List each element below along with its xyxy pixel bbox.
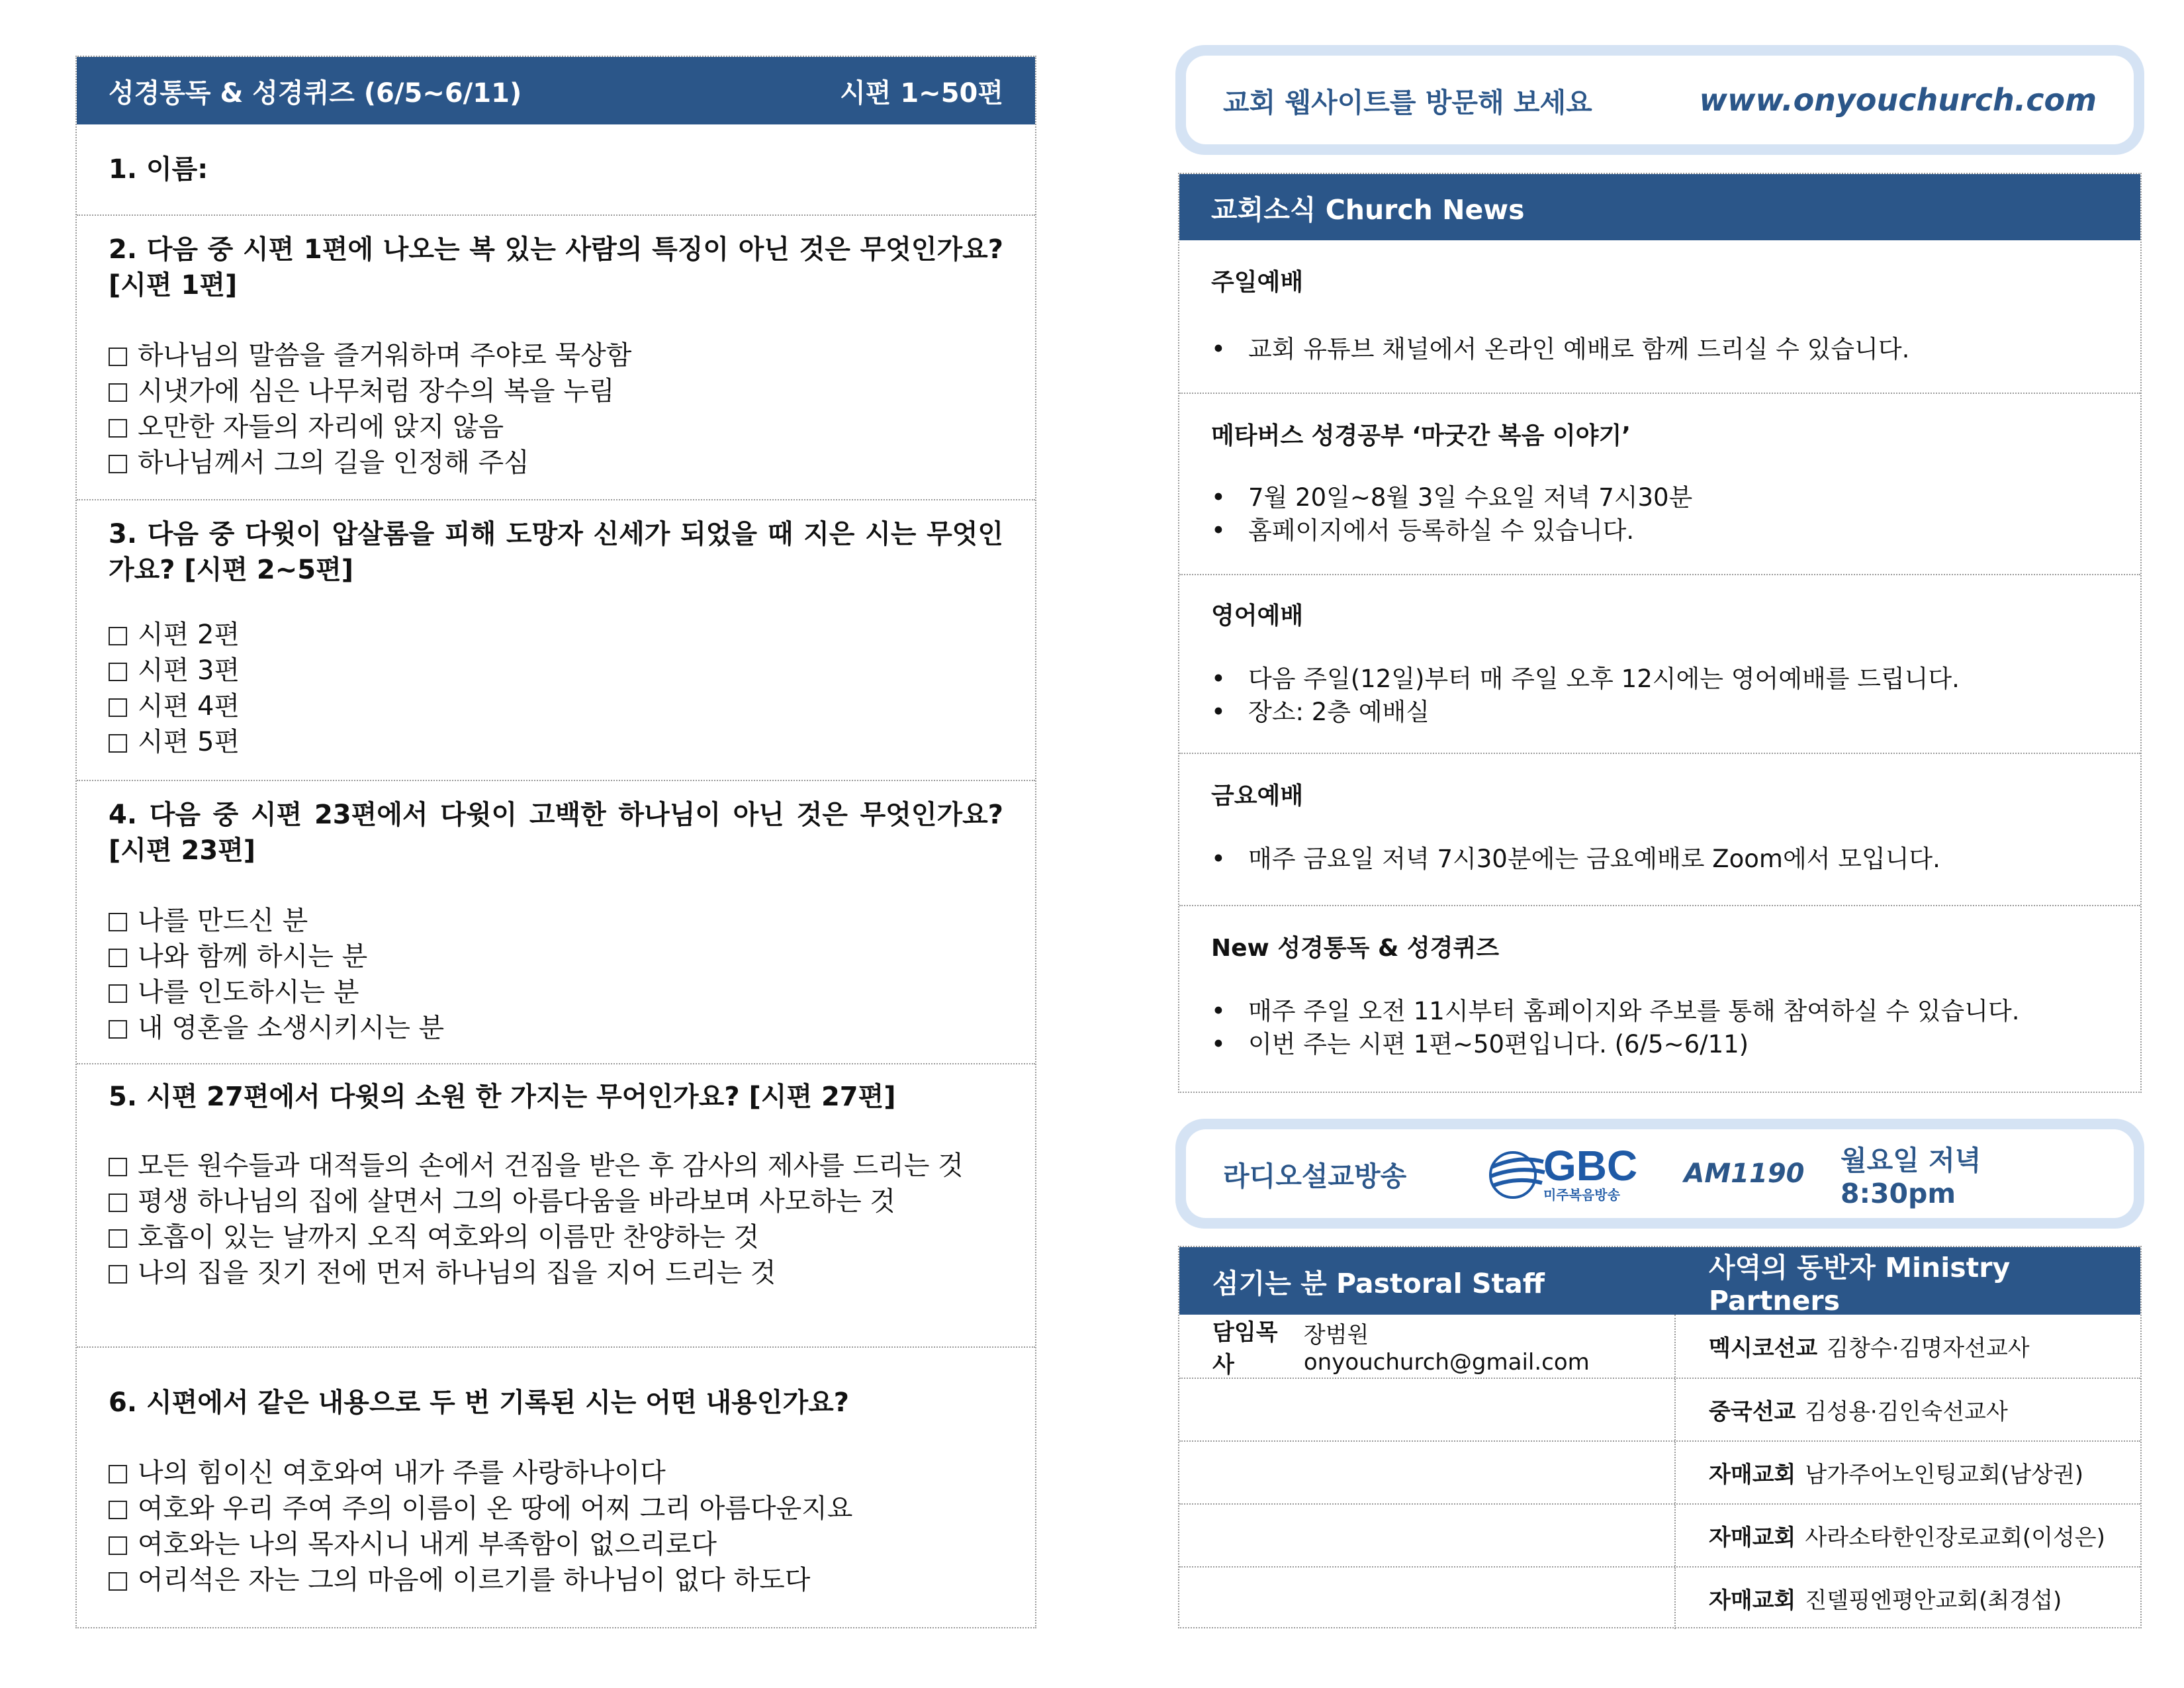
answer-option[interactable]: 평생 하나님의 집에 살면서 그의 아름다움을 바라보며 사모하는 것 <box>109 1184 1003 1219</box>
checkbox-icon[interactable] <box>109 419 127 438</box>
answer-option[interactable]: 모든 원수들과 대적들의 손에서 건짐을 받은 후 감사의 제사를 드리는 것 <box>109 1148 1003 1184</box>
news-heading: 메타버스 성경공부 ‘마굿간 복음 이야기’ <box>1211 422 1631 449</box>
staff-row <box>1179 1503 2140 1566</box>
checkbox-icon[interactable] <box>109 455 127 473</box>
radio-label: 라디오설교방송 <box>1223 1160 1407 1192</box>
news-heading: 영어예배 <box>1211 602 1304 630</box>
news-item: • 매주 주일 오전 11시부터 홈페이지와 주보를 통해 참여하실 수 있습니다. <box>1211 995 2109 1028</box>
partner-name: 김성용·김인숙선교사 <box>1805 1399 2008 1425</box>
staff-header <box>1179 1247 2140 1315</box>
answer-option[interactable]: 나의 집을 짓기 전에 먼저 하나님의 집을 지어 드리는 것 <box>109 1255 1003 1291</box>
gbc-globe-icon <box>1485 1142 1549 1205</box>
answer-option[interactable]: 여호와는 나의 목자시니 내게 부족함이 없으리로다 <box>109 1526 1003 1562</box>
gbc-logo <box>1485 1142 1664 1205</box>
answer-option[interactable]: 오만한 자들의 자리에 앉지 않음 <box>109 409 1003 445</box>
news-section-metaverse <box>1179 393 2140 574</box>
checkbox-icon[interactable] <box>109 984 127 1003</box>
news-heading: 주일예배 <box>1211 269 1304 296</box>
answer-option[interactable]: 내 영혼을 소생시키시는 분 <box>109 1010 1003 1046</box>
question-5 <box>77 1063 1035 1346</box>
question-text: 5. 시편 27편에서 다윗의 소원 한 가지는 무어인가요? [시편 27편] <box>109 1082 896 1112</box>
news-header <box>1179 174 2140 240</box>
staff-row <box>1179 1378 2140 1440</box>
question-text: 2. 다음 중 시편 1편에 나오는 복 있는 사람의 특징이 아닌 것은 무엇인가요? [시편 1편] <box>109 234 1003 301</box>
news-item: • 7월 20일~8월 3일 수요일 저녁 7시30분 <box>1211 481 2109 514</box>
question-2 <box>77 214 1035 499</box>
news-section-bible-reading <box>1179 905 2140 1090</box>
news-title: 교회소식 Church News <box>1211 193 1525 226</box>
checkbox-icon[interactable] <box>109 627 127 645</box>
staff-row <box>1179 1440 2140 1503</box>
answer-option[interactable]: 하나님의 말씀을 즐거워하며 주야로 묵상함 <box>109 338 1003 373</box>
website-banner <box>1175 45 2144 155</box>
pastoral-staff-title: 섬기는 분 Pastoral Staff <box>1212 1267 1545 1299</box>
checkbox-icon[interactable] <box>109 1229 127 1248</box>
answer-option[interactable]: 시편 4편 <box>109 688 1003 724</box>
answer-option[interactable]: 시냇가에 심은 나무처럼 장수의 복을 누림 <box>109 373 1003 409</box>
checkbox-icon[interactable] <box>109 1465 127 1483</box>
checkbox-icon[interactable] <box>109 1158 127 1176</box>
news-item: • 매주 금요일 저녁 7시30분에는 금요예배로 Zoom에서 모입니다. <box>1211 843 2109 876</box>
question-4 <box>77 780 1035 1063</box>
partner-role: 멕시코선교 <box>1709 1335 1818 1362</box>
answer-option[interactable]: 나의 힘이신 여호와여 내가 주를 사랑하나이다 <box>109 1455 1003 1491</box>
partner-role: 자매교회 <box>1709 1524 1796 1551</box>
pastor-detail: 장범원 onyouchurch@gmail.com <box>1303 1322 1590 1376</box>
gbc-logo-text: GBC <box>1543 1142 1638 1190</box>
partner-name: 김창수·김명자선교사 <box>1827 1335 2030 1362</box>
checkbox-icon[interactable] <box>109 348 127 366</box>
answer-option[interactable]: 호흡이 있는 날까지 오직 여호와의 이름만 찬양하는 것 <box>109 1219 1003 1255</box>
checkbox-icon[interactable] <box>109 663 127 681</box>
news-item: • 홈페이지에서 등록하실 수 있습니다. <box>1211 514 2109 547</box>
news-section-english <box>1179 574 2140 753</box>
checkbox-icon[interactable] <box>109 698 127 717</box>
answer-option[interactable]: 시편 3편 <box>109 653 1003 688</box>
staff-row <box>1179 1315 2140 1378</box>
partner-role: 중국선교 <box>1709 1399 1796 1425</box>
news-section-sunday <box>1179 240 2140 393</box>
radio-frequency: AM1190 <box>1684 1158 1805 1189</box>
ministry-partners-title: 사역의 동반자 Ministry Partners <box>1709 1251 2011 1317</box>
news-heading: 금요예배 <box>1211 782 1304 810</box>
checkbox-icon[interactable] <box>109 1194 127 1212</box>
partner-name: 사라소타한인장로교회(이성은) <box>1805 1524 2105 1551</box>
pastor-role: 담임목사 <box>1212 1319 1278 1378</box>
answer-option[interactable]: 어리석은 자는 그의 마음에 이르기를 하나님이 없다 하도다 <box>109 1562 1003 1598</box>
checkbox-icon[interactable] <box>109 734 127 753</box>
checkbox-icon[interactable] <box>109 383 127 402</box>
gbc-logo-subtext: 미주복음방송 <box>1543 1187 1620 1203</box>
question-6 <box>77 1346 1035 1627</box>
news-item: • 장소: 2층 예배실 <box>1211 696 2109 729</box>
news-item: • 교회 유튜브 채널에서 온라인 예배로 함께 드리실 수 있습니다. <box>1211 333 2109 366</box>
news-item: • 다음 주일(12일)부터 매 주일 오후 12시에는 영어예배를 드립니다. <box>1211 663 2109 696</box>
quiz-header <box>77 57 1035 124</box>
partner-role: 자매교회 <box>1709 1462 1796 1488</box>
quiz-title: 성경통독 & 성경퀴즈 (6/5~6/11) <box>109 77 522 109</box>
checkbox-icon[interactable] <box>109 1020 127 1039</box>
answer-option[interactable]: 나를 인도하시는 분 <box>109 974 1003 1010</box>
staff-row <box>1179 1566 2140 1629</box>
answer-option[interactable]: 시편 5편 <box>109 724 1003 760</box>
website-label: 교회 웹사이트를 방문해 보세요 <box>1223 86 1592 118</box>
news-section-friday <box>1179 753 2140 905</box>
partner-role: 자매교회 <box>1709 1587 1796 1614</box>
staff-panel <box>1178 1246 2142 1628</box>
news-item: • 이번 주는 시편 1편~50편입니다. (6/5~6/11) <box>1211 1028 2109 1061</box>
partner-name: 남가주어노인팅교회(남상권) <box>1805 1462 2084 1488</box>
answer-option[interactable]: 시편 2편 <box>109 617 1003 653</box>
quiz-name-section <box>77 124 1035 214</box>
radio-banner <box>1175 1119 2144 1229</box>
partner-name: 진델핑엔평안교회(최경섭) <box>1805 1587 2062 1614</box>
checkbox-icon[interactable] <box>109 1265 127 1284</box>
church-news-panel <box>1178 173 2142 1093</box>
name-field-label: 1. 이름: <box>109 154 208 185</box>
checkbox-icon[interactable] <box>109 1572 127 1591</box>
news-heading: New 성경통독 & 성경퀴즈 <box>1211 935 1500 962</box>
checkbox-icon[interactable] <box>109 1501 127 1519</box>
answer-option[interactable]: 나와 함께 하시는 분 <box>109 939 1003 974</box>
checkbox-icon[interactable] <box>109 1536 127 1555</box>
question-text: 6. 시편에서 같은 내용으로 두 번 기록된 시는 어떤 내용인가요? <box>109 1387 849 1418</box>
answer-option[interactable]: 나를 만드신 분 <box>109 903 1003 939</box>
question-text: 3. 다음 중 다윗이 압살롬을 피해 도망자 신세가 되었을 때 지은 시는 무엇인가요? [시편 2~5편] <box>109 519 1003 585</box>
answer-option[interactable]: 여호와 우리 주여 주의 이름이 온 땅에 어찌 그리 아름다운지요 <box>109 1491 1003 1526</box>
bible-quiz-panel <box>75 56 1036 1628</box>
question-3 <box>77 499 1035 780</box>
quiz-range: 시편 1~50편 <box>840 77 1003 109</box>
radio-time: 월요일 저녁 8:30pm <box>1841 1144 1981 1209</box>
checkbox-icon[interactable] <box>109 913 127 931</box>
question-text: 4. 다음 중 시편 23편에서 다윗이 고백한 하나님이 아닌 것은 무엇인가요? [시편 23편] <box>109 800 1003 866</box>
answer-option[interactable]: 하나님께서 그의 길을 인정해 주심 <box>109 445 1003 481</box>
website-url[interactable]: www.onyouchurch.com <box>1699 82 2097 118</box>
checkbox-icon[interactable] <box>109 949 127 967</box>
